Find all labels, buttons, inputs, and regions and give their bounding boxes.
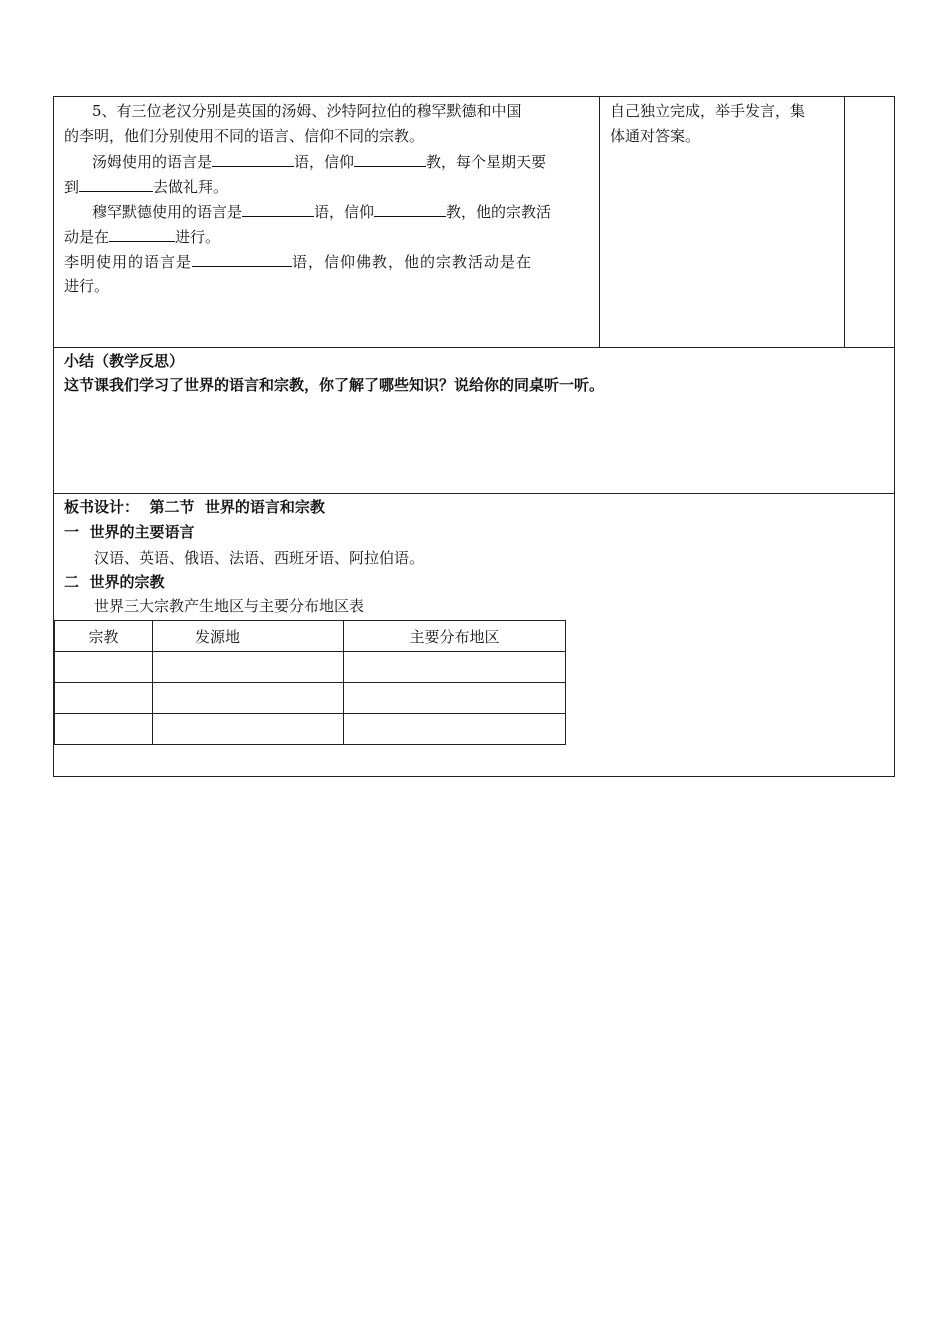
table-cell[interactable] [55, 714, 153, 745]
table-row [55, 683, 566, 714]
mu-text-e: 进行。 [175, 228, 221, 246]
table-row [55, 652, 566, 683]
table-cell[interactable] [153, 714, 344, 745]
tom-text-e: 去做礼拜。 [153, 178, 229, 196]
blank-mu-language[interactable] [242, 199, 314, 217]
blank-tom-religion[interactable] [354, 149, 426, 167]
exercise-line-1: 5、有三位老汉分别是英国的汤姆、沙特阿拉伯的穆罕默德和中国 [92, 102, 522, 120]
blank-tom-place[interactable] [79, 174, 153, 192]
table-cell[interactable] [153, 683, 344, 714]
li-text-a: 李明使用的语言是 [64, 253, 193, 271]
tom-text-c: 教，每个星期天要 [426, 153, 547, 171]
table-cell[interactable] [344, 714, 566, 745]
tom-text-d: 到 [64, 178, 80, 196]
tom-text-b: 语，信仰 [294, 153, 355, 171]
board-heading: 板书设计： 第二节 世界的语言和宗教 [64, 498, 325, 516]
religion-table [54, 620, 566, 745]
table-cell[interactable] [153, 652, 344, 683]
lesson-table [53, 96, 895, 777]
mu-text-d: 动是在 [64, 228, 110, 246]
header-origin: 发源地 [153, 621, 344, 652]
blank-mu-religion[interactable] [374, 199, 446, 217]
table-cell[interactable] [344, 652, 566, 683]
mu-text-a: 穆罕默德使用的语言是 [92, 203, 243, 221]
row-divider-2 [54, 493, 894, 494]
table-cell[interactable] [55, 652, 153, 683]
li-text-b: 语，信仰佛教，他的宗教活动是在 [292, 253, 533, 271]
exercise-tom-line [92, 149, 546, 175]
row-divider-1 [54, 347, 894, 348]
summary-text: 这节课我们学习了世界的语言和宗教，你了解了哪些知识？说给你的同桌听一听。 [64, 376, 605, 394]
col-divider-1 [599, 97, 600, 347]
mu-text-b: 语，信仰 [314, 203, 375, 221]
exercise-li-line [64, 249, 532, 275]
exercise-tom-line-2 [64, 174, 228, 200]
exercise-line-2: 的李明，他们分别使用不同的语言、信仰不同的宗教。 [64, 127, 425, 145]
blank-mu-place[interactable] [109, 224, 175, 242]
col-divider-2 [844, 97, 845, 347]
tom-text-a: 汤姆使用的语言是 [92, 153, 213, 171]
activity-line-1: 自己独立完成，举手发言，集 [610, 102, 806, 120]
header-religion: 宗教 [55, 621, 153, 652]
activity-line-2: 体通对答案。 [610, 127, 701, 145]
religion-table-title: 世界三大宗教产生地区与主要分布地区表 [94, 597, 365, 615]
board-section-1: 一 世界的主要语言 [64, 523, 195, 541]
board-section-2: 二 世界的宗教 [64, 573, 165, 591]
header-distribution: 主要分布地区 [344, 621, 566, 652]
table-header-row [55, 621, 566, 652]
exercise-mu-line-2 [64, 224, 220, 250]
summary-heading: 小结（教学反思） [64, 352, 185, 370]
table-cell[interactable] [55, 683, 153, 714]
exercise-li-line-2: 进行。 [64, 277, 110, 295]
exercise-mu-line [92, 199, 551, 225]
board-languages: 汉语、英语、俄语、法语、西班牙语、阿拉伯语。 [94, 549, 425, 567]
table-row [55, 714, 566, 745]
table-cell[interactable] [344, 683, 566, 714]
blank-tom-language[interactable] [212, 149, 294, 167]
mu-text-c: 教，他的宗教活 [446, 203, 552, 221]
blank-li-language[interactable] [192, 249, 292, 267]
